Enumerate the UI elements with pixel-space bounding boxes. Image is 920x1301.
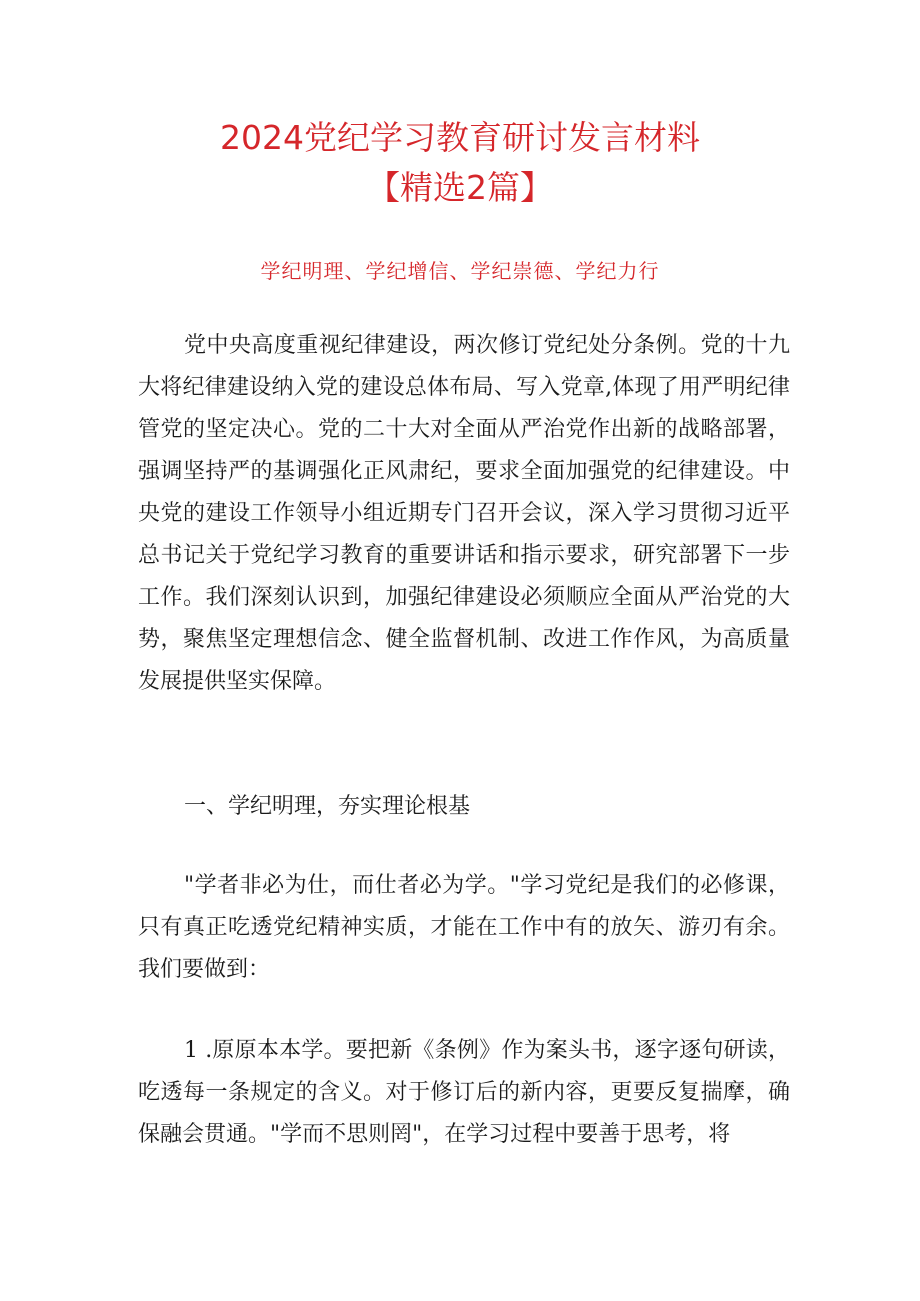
document-title-tag: 【精选2篇】 [367,168,553,207]
section-1-paragraph: "学者非必为仕，而仕者必为学。"学习党纪是我们的必修课，只有真正吃透党纪精神实质，才能在工作中有的放矢、游刃有余。我们要做到： [138,873,790,982]
document-subtitle: 学纪明理、学纪增信、学纪崇德、学纪力行 [260,259,660,283]
section-1-item-1: 1 .原原本本学。要把新《条例》作为案头书，逐字逐句研读，吃透每一条规定的含义。对于修订后的新内容，更要反复揣摩，确保融会贯通。"学而不思则罔"，在学习过程中要善于思考，将 [138,1038,790,1147]
section-heading-1: 一、学纪明理，夯实理论根基 [184,794,471,819]
document-title: 2024党纪学习教育研讨发言材料 [220,118,700,157]
intro-paragraph: 党中央高度重视纪律建设，两次修订党纪处分条例。党的十九大将纪律建设纳入党的建设总体布局、写入党章,体现了用严明纪律管党的坚定决心。党的二十大对全面从严治党作出新的战略部署，强调坚持严的基调强化正风肃纪，要求全面加强党的纪律建设。中央党的建设工作领导小组近期专门召开会议，深入学习贯彻习近平总书记关于党纪学习教育的重要讲话和指示要求，研究部署下一步工作。我们深刻认识到，加强纪律建设必须顺应全面从严治党的大势，聚焦坚定理想信念、健全监督机制、改进工作作风，为高质量发展提供坚实保障。 [138,333,790,694]
